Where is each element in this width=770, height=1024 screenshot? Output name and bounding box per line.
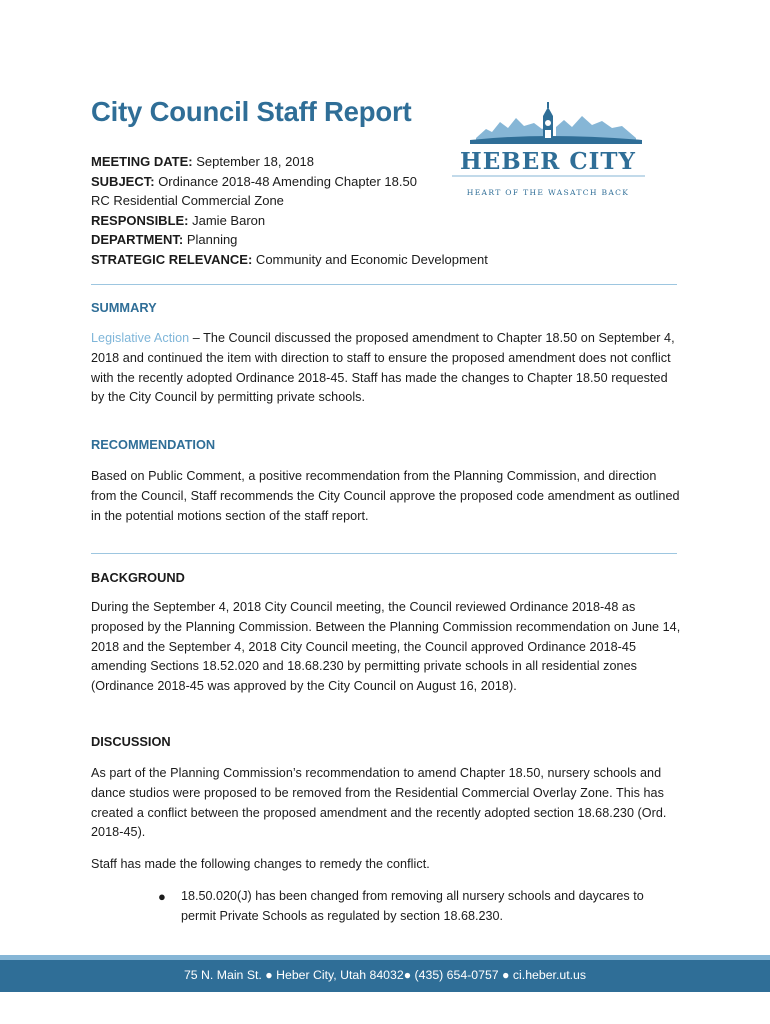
mountains-icon [470,116,642,144]
discussion-heading: DISCUSSION [91,734,171,749]
recommendation-heading: RECOMMENDATION [91,437,216,452]
responsible-value: Jamie Baron [188,212,266,228]
strategic-label: STRATEGIC RELEVANCE: [91,251,253,267]
report-title: City Council Staff Report [91,96,412,127]
divider-top [91,284,677,285]
recommendation-paragraph: Based on Public Comment, a positive recommendation from the Planning Commission, and direction from the Council, Staff recommends the City Council approve the proposed code amendment as outlined in the potential motions section of the staff report. [91,469,680,523]
subject-row [91,172,488,192]
footer-bar [0,960,770,992]
legislative-action-label: Legislative Action [91,331,190,345]
subject-value: Ordinance 2018-48 Amending Chapter 18.50 [154,173,417,189]
responsible-row [91,211,488,231]
divider-middle [91,553,677,554]
logo-wordmark: HEBER CITY [460,148,636,175]
report-meta [91,152,488,269]
summary-text: – The Council discussed the proposed amendment to Chapter 18.50 on September 4, 2018 and continued the item with direction to staff to ensure the proposed amendment does not conflict with the recently adopted Ordinance 2018-45. Staff has made the changes to Chapter 18.50 requested by the City Council by permitting private schools. [91,331,675,405]
background-paragraph: During the September 4, 2018 City Council meeting, the Council reviewed Ordinance 2018-48 as proposed by the Planning Commission. Between the Planning Commission recommendation on June 14, 2018 and the September 4, 2018 City Council meeting, the Council approved Ordinance 2018-45 amending Sections 18.52.020 and 18.68.230 by permitting private schools in all residential zones (Ordinance 2018-45 was approved by the City Council on August 16, 2018). [91,600,681,694]
clock-tower-icon [543,102,553,144]
subject-line2: RC Residential Commercial Zone [91,193,284,208]
department-row [91,230,488,250]
discussion-paragraph: As part of the Planning Commission’s recommendation to amend Chapter 18.50, nursery schools and dance studios were proposed to be removed from the Residential Commercial Overlay Zone. This has created a conflict between the proposed amendment and the recently adopted section 18.68.230 (Ord. 2018-45). [91,766,667,840]
responsible-label: RESPONSIBLE: [91,212,189,228]
discussion-paragraph-2: Staff has made the following changes to remedy the conflict. [91,857,430,871]
footer-contact: 75 N. Main St. ● Heber City, Utah 84032● (435) 654-0757 ● ci.heber.ut.us [183,968,587,982]
meeting-date-value: September 18, 2018 [192,154,315,169]
background-heading: BACKGROUND [91,570,185,585]
strategic-value: Community and Economic Development [252,251,488,267]
subject-label: SUBJECT: [91,173,155,189]
bullet-icon: ● [158,889,166,904]
meeting-date-row [91,152,488,172]
department-value: Planning [183,232,238,247]
logo-tagline: HEART OF THE WASATCH BACK [466,188,630,197]
discussion-bullet: 18.50.020(J) has been changed from removing all nursery schools and daycares to permit Private Schools as regulated by section 18.68.230. [181,889,644,923]
summary-heading: SUMMARY [91,300,157,315]
department-label: DEPARTMENT: [91,232,184,247]
strategic-row [91,250,488,270]
summary-paragraph [91,329,683,408]
heber-city-logo [446,96,651,206]
meeting-date-label: MEETING DATE: [91,154,193,169]
